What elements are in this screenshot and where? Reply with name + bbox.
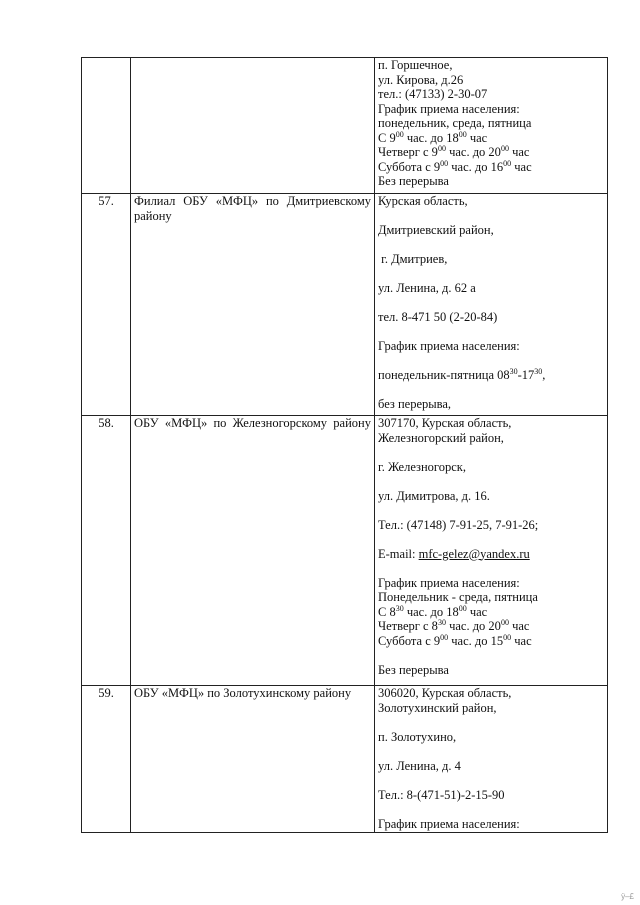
address-line: п. Золотухино,	[378, 729, 457, 744]
address-line: Золотухинский район,	[378, 700, 497, 715]
table-row	[82, 194, 608, 416]
office-name	[131, 58, 375, 194]
office-address	[375, 416, 608, 686]
break-note: Без перерыва	[378, 662, 449, 677]
office-name: Филиал ОБУ «МФЦ» по Дмитриевскому району	[131, 194, 375, 416]
schedule-days: понедельник, среда, пятница	[378, 116, 532, 130]
office-name: ОБУ «МФЦ» по Золотухинскому району	[131, 686, 375, 833]
address-line: ул. Ленина, д. 4	[378, 758, 461, 773]
row-number: 57.	[82, 194, 131, 416]
office-address	[375, 194, 608, 416]
schedule-line: С $8^{30}$ час. до $18^{00}$ час	[378, 603, 488, 619]
address-line: ул. Кирова, д.26	[378, 72, 464, 87]
table-row	[82, 416, 608, 686]
break-note: Без перерыва	[378, 174, 449, 188]
address-line: п. Горшечное,	[378, 58, 453, 72]
phone-line: тел. 8-471 50 (2-20-84)	[378, 310, 498, 324]
schedule-days: Понедельник - среда, пятница	[378, 590, 538, 604]
phone-line: тел.: (47133) 2-30-07	[378, 87, 488, 101]
row-number: 58.	[82, 416, 131, 686]
schedule-line: понедельник-пятница $08^{30}-17^{30}$,	[378, 366, 546, 382]
row-number	[82, 58, 131, 194]
phone-line: Тел.: 8-(471-51)-2-15-90	[378, 787, 505, 802]
break-note: без перерыва,	[378, 397, 452, 411]
address-line: Железногорский район,	[378, 430, 504, 445]
email-link[interactable]: mfc-gelez@yandex.ru	[418, 546, 530, 561]
row-number: 59.	[82, 686, 131, 833]
scan-corner-mark: ÿ–£	[621, 892, 634, 901]
address-line: г. Железногорск,	[378, 459, 466, 474]
mfc-registry-table	[81, 57, 608, 833]
address-line: ул. Ленина, д. 62 а	[378, 281, 476, 295]
schedule-line: Суббота с $9^{00}$ час. до $16^{00}$ час	[378, 158, 532, 174]
office-address	[375, 58, 608, 194]
table-row	[82, 686, 608, 833]
address-line: 307170, Курская область,	[378, 416, 512, 430]
phone-line: Тел.: (47148) 7-91-25, 7-91-26;	[378, 517, 539, 532]
office-name: ОБУ «МФЦ» по Железногорскому району	[131, 416, 375, 686]
address-line: 306020, Курская область,	[378, 686, 512, 700]
schedule-heading: График приема населения:	[378, 816, 520, 831]
schedule-heading: График приема населения:	[378, 101, 520, 116]
schedule-line: С $9^{00}$ час. до $18^{00}$ час	[378, 129, 488, 145]
address-line: ул. Димитрова, д. 16.	[378, 488, 490, 503]
email-line: E-mail: mfc-gelez@yandex.ru	[378, 546, 530, 561]
schedule-line: Суббота с $9^{00}$ час. до $15^{00}$ час	[378, 632, 532, 648]
schedule-line: Четверг с $8^{30}$ час. до $20^{00}$ час	[378, 617, 530, 633]
schedule-heading: График приема населения:	[378, 575, 520, 590]
address-line: г. Дмитриев,	[378, 252, 448, 266]
office-address	[375, 686, 608, 833]
address-line: Курская область,	[378, 194, 468, 208]
address-line: Дмитриевский район,	[378, 223, 494, 237]
table-row	[82, 58, 608, 194]
schedule-line: Четверг с $9^{00}$ час. до $20^{00}$ час	[378, 143, 530, 159]
schedule-heading: График приема населения:	[378, 339, 520, 353]
